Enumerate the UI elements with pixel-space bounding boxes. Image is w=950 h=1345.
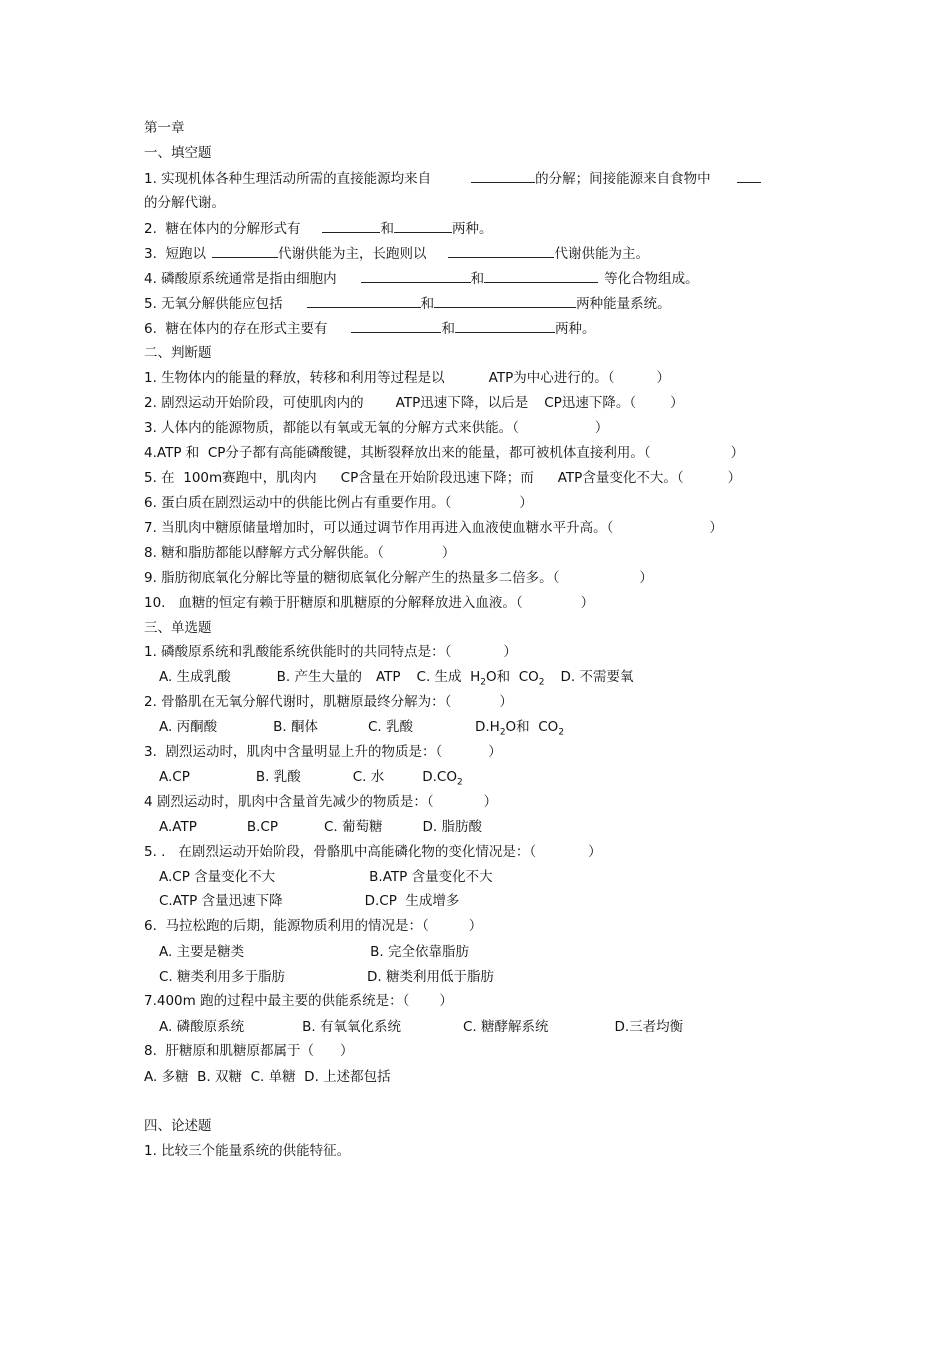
single-q8-options: A. 多糖 B. 双糖 C. 单糖 D. 上述都包括 [144, 1069, 391, 1085]
fill-heading: 一、填空题 [144, 145, 212, 161]
chapter-title: 第一章 [144, 120, 185, 136]
answer-blank [322, 217, 380, 233]
answer-blank [351, 317, 441, 333]
fill-q5: 5. 无氧分解供能应包括 和 两种能量系统。 [144, 292, 671, 314]
essay-heading: 四、论述题 [144, 1118, 212, 1134]
answer-blank [471, 167, 535, 183]
single-q8-stem: 8. 肝糖原和肌糖原都属于（ ） [144, 1043, 354, 1059]
single-heading: 三、单选题 [144, 620, 212, 636]
answer-blank [434, 292, 576, 308]
answer-blank [455, 317, 555, 333]
judge-q6: 6. 蛋白质在剧烈运动中的供能比例占有重要作用。（ ） [144, 495, 533, 511]
single-q4-stem: 4 剧烈运动时，肌肉中含量首先减少的物质是：（ ） [144, 794, 498, 810]
answer-blank [307, 292, 421, 308]
single-q2-stem: 2. 骨骼肌在无氧分解代谢时，肌糖原最终分解为：（ ） [144, 694, 513, 710]
judge-q2: 2. 剧烈运动开始阶段，可使肌肉内的 ATP迅速下降，以后是 CP迅速下降。（ ） [144, 395, 684, 411]
fill-q3: 3. 短跑以 代谢供能为主，长跑则以 代谢供能为主。 [144, 242, 649, 264]
judge-q1: 1. 生物体内的能量的释放，转移和利用等过程是以 ATP为中心进行的。（ ） [144, 370, 670, 386]
single-q1-options: A. 生成乳酸 B. 产生大量的 ATP C. 生成 $H_2O$和 $CO_2$ D. 不需要氧 [159, 669, 634, 688]
judge-q9: 9. 脂肪彻底氧化分解比等量的糖彻底氧化分解产生的热量多二倍多。（ ） [144, 570, 653, 586]
single-q3-stem: 3. 剧烈运动时，肌肉中含量明显上升的物质是：（ ） [144, 744, 502, 760]
judge-q4: 4.ATP 和 CP分子都有高能磷酸键，其断裂释放出来的能量，都可被机体直接利用。（ ） [144, 445, 745, 461]
answer-blank [212, 242, 278, 258]
single-q5-options-row1: A.CP 含量变化不大 B.ATP 含量变化不大 [159, 869, 493, 885]
answer-blank [737, 167, 761, 183]
fill-q2: 2. 糖在体内的分解形式有 和 两种。 [144, 217, 492, 239]
single-q2-options: A. 丙酮酸 B. 酮体 C. 乳酸 $D.H_2O$和 $CO_2$ [159, 719, 565, 738]
judge-q10: 10. 血糖的恒定有赖于肝糖原和肌糖原的分解释放进入血液。（ ） [144, 595, 595, 611]
single-q6-options-row1: A. 主要是糖类 B. 完全依靠脂肪 [159, 944, 469, 960]
answer-blank [394, 217, 452, 233]
single-q7-options: A. 磷酸原系统 B. 有氧氧化系统 C. 糖酵解系统 D.三者均衡 [159, 1019, 684, 1035]
judge-q5: 5. 在 100m赛跑中，肌肉内 CP含量在开始阶段迅速下降；而 ATP含量变化不大。（ ） [144, 470, 742, 486]
fill-q1-line1: 1. 实现机体各种生理活动所需的直接能源均来自 的分解；间接能源来自食物中 [144, 167, 761, 189]
judge-q7: 7. 当肌肉中糖原储量增加时，可以通过调节作用再进入血液使血糖水平升高。（ ） [144, 520, 723, 536]
fill-q1-line2: 的分解代谢。 [144, 195, 225, 211]
single-q1-stem: 1. 磷酸原系统和乳酸能系统供能时的共同特点是：（ ） [144, 644, 517, 660]
single-q6-options-row2: C. 糖类利用多于脂肪 D. 糖类利用低于脂肪 [159, 969, 494, 985]
fill-q4: 4. 磷酸原系统通常是指由细胞内 和 等化合物组成。 [144, 267, 699, 289]
single-q3-options: A.CP B. 乳酸 C. 水 $D.CO_2$ [159, 769, 463, 788]
single-q5-options-row2: C.ATP 含量迅速下降 D.CP 生成增多 [159, 893, 460, 909]
single-q6-stem: 6. 马拉松跑的后期，能源物质利用的情况是：（ ） [144, 918, 483, 934]
answer-blank [484, 267, 598, 283]
answer-blank [361, 267, 471, 283]
fill-q6: 6. 糖在体内的存在形式主要有 和 两种。 [144, 317, 595, 339]
essay-q1: 1. 比较三个能量系统的供能特征。 [144, 1143, 351, 1159]
single-q7-stem: 7.400m 跑的过程中最主要的供能系统是：（ ） [144, 993, 453, 1009]
answer-blank [448, 242, 554, 258]
single-q5-stem: 5. . 在剧烈运动开始阶段，骨骼肌中高能磷化物的变化情况是：（ ） [144, 844, 602, 860]
judge-q8: 8. 糖和脂肪都能以酵解方式分解供能。（ ） [144, 545, 456, 561]
judge-heading: 二、判断题 [144, 345, 212, 361]
single-q4-options: A.ATP B.CP C. 葡萄糖 D. 脂肪酸 [159, 819, 482, 835]
judge-q3: 3. 人体内的能源物质，都能以有氧或无氧的分解方式来供能。（ ） [144, 420, 609, 436]
